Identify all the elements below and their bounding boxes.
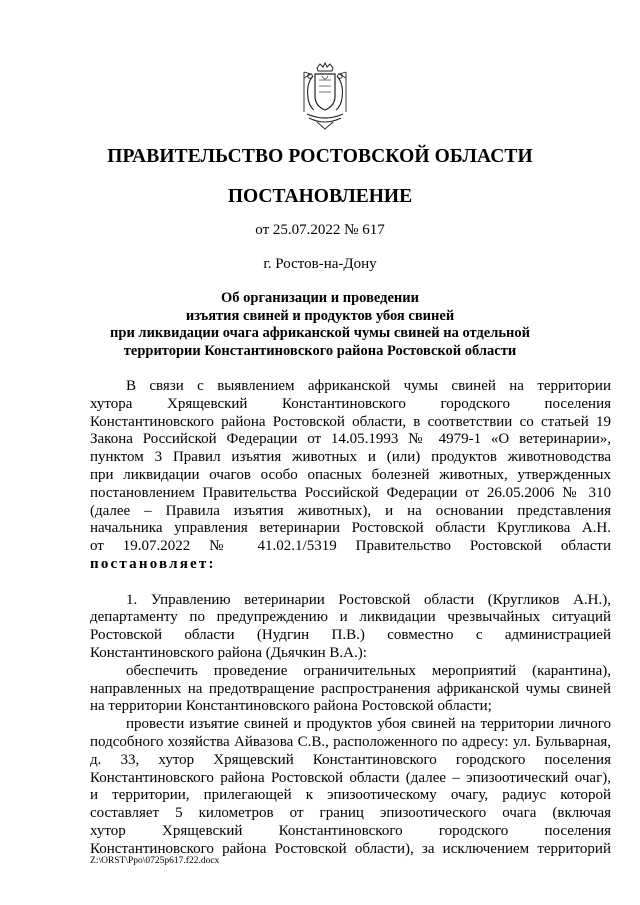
subject-line: территории Константиновского района Ростовской области: [123, 342, 517, 359]
subject-line: Об организации и проведении: [221, 290, 419, 306]
resolution-word: постановляет:: [90, 555, 216, 572]
body-line: обеспечить проведение ограничительных мероприятий (карантина),: [126, 662, 611, 679]
body-line: и территории, прилегающей к эпизоотическому очагу, радиус которой: [90, 787, 611, 804]
organization-title: ПРАВИТЕЛЬСТВО РОСТОВСКОЙ ОБЛАСТИ: [107, 146, 533, 167]
body-line: Константиновского района Ростовской области (далее – эпизоотический очаг),: [90, 769, 611, 786]
body-line: провести изъятие свиней и продуктов убоя свиней на территории личного: [126, 716, 611, 733]
body-line: начальника управления ветеринарии Ростовской области Кругликова А.Н.: [90, 520, 611, 537]
body-line: на территории Константиновского района Ростовской области;: [90, 698, 492, 715]
body-line: Закона Российской Федерации от 14.05.1993 № 4979-1 «О ветеринарии»,: [90, 431, 611, 448]
document-city: г. Ростов-на-Дону: [263, 256, 377, 272]
file-path-footer: Z:\ORST\Ppo\0725p617.f22.docx: [90, 856, 220, 866]
document-type: ПОСТАНОВЛЕНИЕ: [227, 186, 413, 207]
body-line: Ростовской области (Нудгин П.В.) совместно с администрацией: [90, 627, 611, 644]
body-line: 1. Управлению ветеринарии Ростовской области (Кругликов А.Н.),: [126, 591, 611, 608]
body-line: хутора Хрящевский Константиновского городского поселения: [90, 395, 611, 412]
body-line: постановлением Правительства Российской Федерации от 26.05.2006 № 310: [90, 484, 611, 501]
body-line: Константиновского района (Дьячкин В.А.):: [90, 644, 367, 661]
subject-line: при ликвидации очага африканской чумы свиней на отдельной: [110, 325, 530, 341]
paragraph-gap: [90, 574, 611, 592]
body-line: Константиновского района Ростовской области), за исключением территорий: [90, 840, 611, 857]
body-line: департаменту по предупреждению и ликвидации чрезвычайных ситуаций: [90, 609, 611, 626]
body-line: В связи с выявлением африканской чумы свиней на территории: [126, 378, 611, 394]
body-line: подсобного хозяйства Айвазова С.В., расположенного по адресу: ул. Бульварная,: [90, 733, 611, 750]
body-line: хутор Хрящевский Константиновского городского поселения: [90, 822, 611, 839]
body-line: направленных на предотвращение распространения африканской чумы свиней: [90, 680, 611, 697]
document-body: [90, 378, 611, 859]
body-line: (далее – Правила изъятия животных), и на основании представления: [90, 502, 611, 519]
body-line: при ликвидации очагов особо опасных болезней животных, утвержденных: [90, 466, 611, 483]
body-line: составляет 5 километров от границ эпизоотического очага (включая: [90, 805, 611, 822]
document-subject: [90, 290, 550, 360]
document-date-number: от 25.07.2022 № 617: [255, 222, 385, 238]
coat-of-arms-emblem: [299, 62, 351, 130]
subject-line: изъятия свиней и продуктов убоя свиней: [185, 307, 455, 324]
body-line: Константиновского района Ростовской области, в соответствии со статьей 19: [90, 413, 611, 430]
body-line: пунктом 3 Правил изъятия животных и (или) продуктов животноводства: [90, 449, 611, 466]
body-line: от 19.07.2022 № 41.02.1/5319 Правительство Ростовской области: [90, 538, 611, 555]
body-line: д. 33, хутор Хрящевский Константиновского городского поселения: [90, 751, 611, 768]
